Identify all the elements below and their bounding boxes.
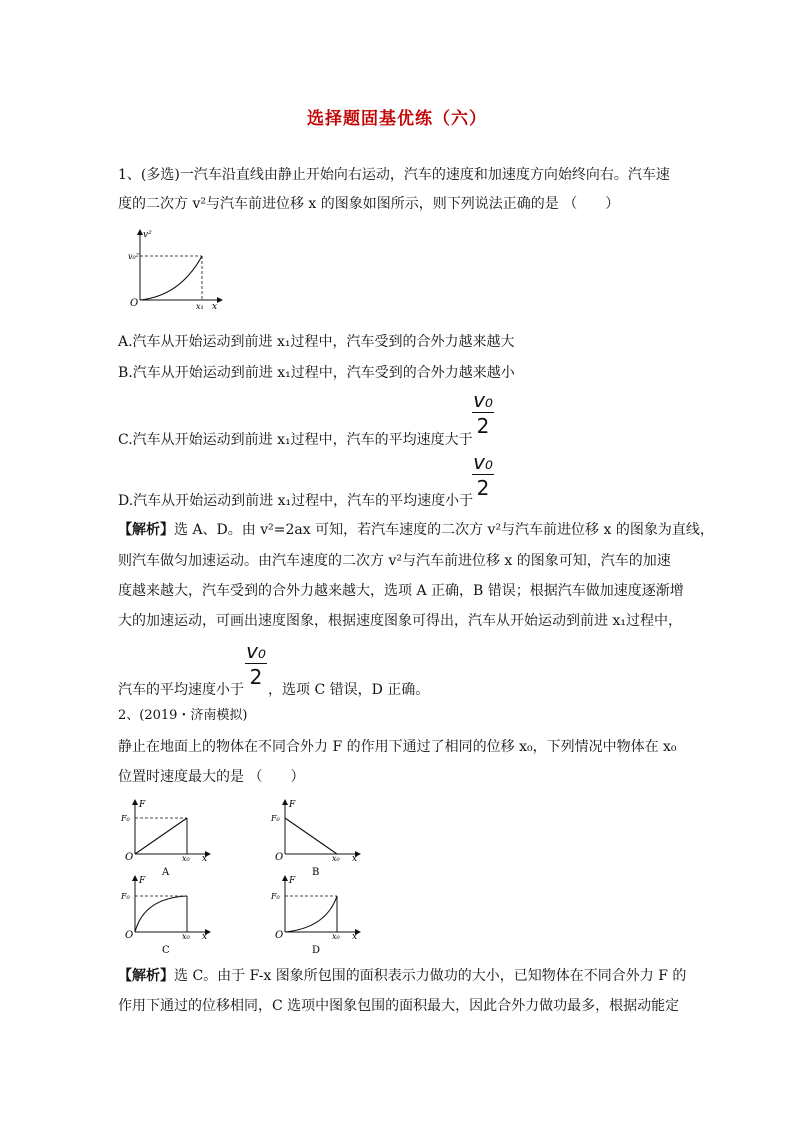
tick-label: F₀ — [271, 814, 280, 823]
fraction-numerator: v₀ — [473, 450, 493, 474]
q1-option-d: D.汽车从开始运动到前进 x₁过程中，汽车的平均速度小于 — [118, 493, 474, 509]
q2-stem-line-2: 位置时速度最大的是 （ ） — [118, 769, 305, 785]
fraction-numerator: v₀ — [473, 388, 493, 412]
axis-label: x — [352, 854, 358, 864]
q2-stem-line-1: 静止在地面上的物体在不同合外力 F 的作用下通过了相同的位移 x₀，下列情况中物体在 x₀ — [118, 739, 677, 755]
axis-label: F — [289, 876, 296, 886]
tick-label: F₀ — [271, 892, 280, 901]
axis-label: x — [212, 302, 218, 312]
curve — [140, 256, 202, 300]
q2-graph-b — [268, 798, 368, 880]
q1-analysis-line-2: 则汽车做匀加速运动。由汽车速度的二次方 v²与汽车前进位移 x 的图象可知，汽车的加速 — [118, 553, 671, 569]
fraction-v0-over-2 — [472, 389, 494, 437]
tick-label: F₀ — [121, 814, 130, 823]
tick-label: v₀² — [128, 252, 139, 261]
q1-stem-line-2: 度的二次方 v²与汽车前进位移 x 的图象如图所示，则下列说法正确的是 （ ） — [118, 196, 620, 212]
axis-label: F — [139, 876, 146, 886]
axis-label: x — [202, 854, 208, 864]
tick-label: F₀ — [121, 892, 130, 901]
analysis-tag: 【解析】 — [118, 968, 174, 984]
fraction-denominator: 2 — [476, 414, 490, 438]
q2-graph-c — [118, 872, 218, 954]
fraction-denominator: 2 — [249, 665, 263, 689]
graph-caption: B — [312, 867, 320, 878]
origin-label: O — [275, 852, 284, 863]
tick-label: x₀ — [332, 854, 340, 863]
q1-option-b: B.汽车从开始运动到前进 x₁过程中，汽车受到的合外力越来越小 — [118, 365, 515, 381]
axis-label: F — [139, 800, 146, 810]
tick-label: x₁ — [196, 302, 204, 311]
axis-label: F — [289, 800, 296, 810]
q2-graph-d — [268, 872, 368, 954]
axis-label: v² — [143, 230, 152, 240]
tick-label: x₀ — [182, 932, 190, 941]
tick-label: x₀ — [182, 854, 190, 863]
graph-caption: A — [162, 867, 170, 878]
q1-option-c: C.汽车从开始运动到前进 x₁过程中，汽车的平均速度大于 — [118, 432, 473, 448]
fraction-denominator: 2 — [476, 476, 490, 500]
q1-analysis-line-4: 大的加速运动，可画出速度图象，根据速度图象可得出，汽车从开始运动到前进 x₁过程中， — [118, 613, 682, 629]
q2-analysis-line-1: 【解析】选 C。由于 F-x 图象所包围的面积表示力做功的大小，已知物体在不同合外力 F 的 — [118, 968, 687, 984]
graph-line — [135, 818, 187, 854]
graph-curve — [285, 896, 337, 932]
graph-caption: C — [162, 945, 170, 956]
fraction-v0-over-2 — [472, 451, 494, 499]
origin-label: O — [130, 298, 139, 309]
fraction-v0-over-2 — [245, 640, 267, 688]
axis-label: x — [202, 932, 208, 942]
q1-analysis-line-5a: 汽车的平均速度小于 — [118, 682, 244, 698]
q1-graph — [118, 226, 228, 312]
origin-label: O — [125, 852, 134, 863]
graph-line — [285, 818, 337, 854]
origin-label: O — [275, 930, 284, 941]
graph-caption: D — [312, 945, 321, 956]
q2-graph-a — [118, 798, 218, 880]
origin-label: O — [125, 930, 134, 941]
tick-label: x₀ — [332, 932, 340, 941]
q2-head: 2、(2019・济南模拟) — [118, 708, 248, 723]
q2-analysis-line-2: 作用下通过的位移相同，C 选项中图象包围的面积最大，因此合外力做功最多，根据动能定 — [118, 998, 680, 1014]
q1-stem-line-1: 1、(多选)一汽车沿直线由静止开始向右运动，汽车的速度和加速度方向始终向右。汽车速 — [118, 167, 670, 183]
axis-label: x — [352, 932, 358, 942]
q1-analysis-line-3: 度越来越大，汽车受到的合外力越来越大，选项 A 正确，B 错误；根据汽车做加速度逐渐增 — [118, 583, 684, 599]
analysis-tag: 【解析】 — [118, 522, 174, 538]
q1-option-a: A.汽车从开始运动到前进 x₁过程中，汽车受到的合外力越来越大 — [118, 334, 515, 350]
page-title: 选择题固基优练（六） — [307, 109, 487, 129]
q1-analysis-line-5b: ，选项 C 错误，D 正确。 — [268, 682, 430, 698]
q1-analysis-line-1: 【解析】选 A、D。由 v²=2ax 可知，若汽车速度的二次方 v²与汽车前进位移 x 的图象为直线， — [118, 522, 714, 538]
fraction-numerator: v₀ — [246, 639, 266, 663]
graph-curve — [135, 896, 187, 932]
